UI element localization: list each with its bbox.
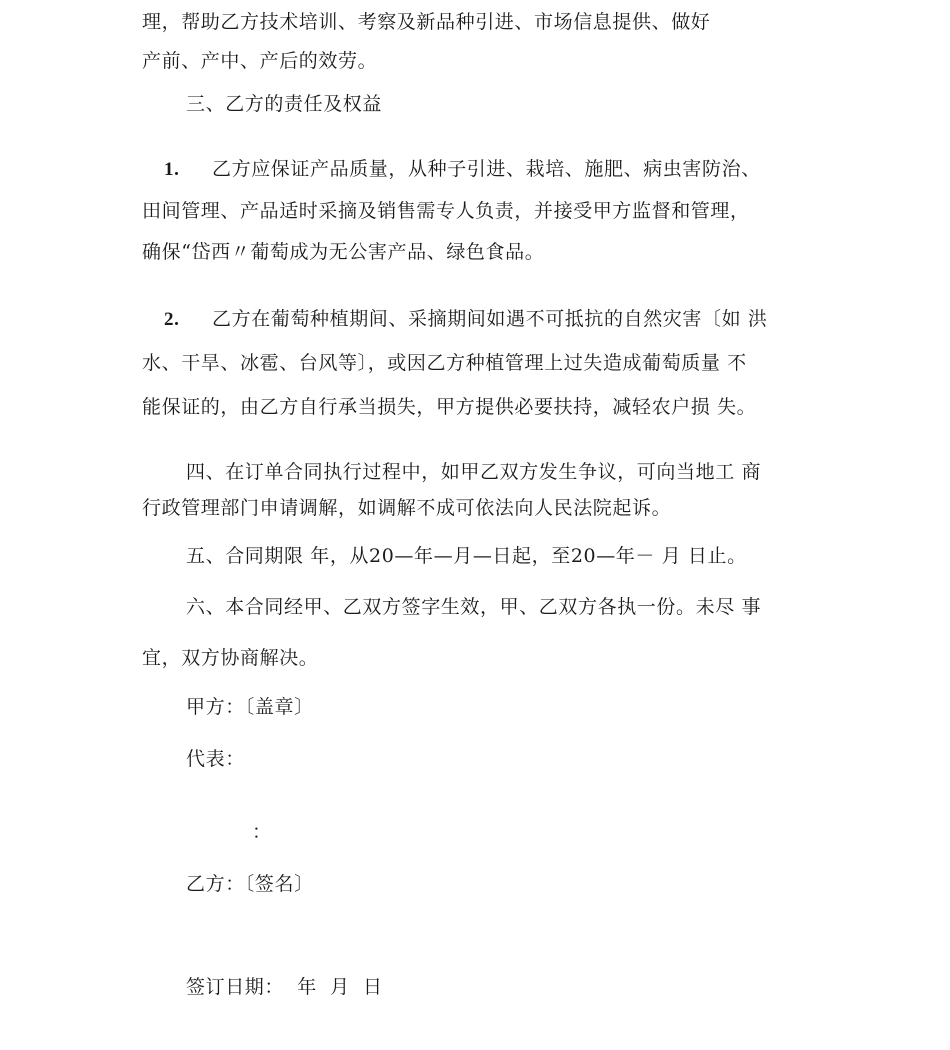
item-number: 2.: [164, 309, 180, 330]
party-a-signature-line: 甲方：〔盖章〕: [186, 696, 314, 718]
item-number: 1.: [164, 159, 180, 180]
section-4-line-1: 四、在订单合同执行过程中，如甲乙双方发生争议，可向当地工 商: [186, 461, 762, 483]
intro-line-1: 理，帮助乙方技术培训、考察及新品种引进、市场信息提供、做好: [142, 11, 711, 33]
blank-colon-line: ：: [252, 821, 272, 843]
section-3-item-2-number: [164, 307, 179, 332]
section-3-item-1-line-1: 乙方应保证产品质量，从种子引进、栽培、施肥、病虫害防治、: [212, 158, 761, 180]
section-6-line-2: 宜，双方协商解决。: [142, 647, 319, 669]
representative-line: 代表：: [186, 748, 245, 770]
section-5-line-1: 五、合同期限 年，从20—年—月—日起，至20—年－ 月 日止。: [186, 545, 747, 567]
section-3-item-2-line-1: 乙方在葡萄种植期间、采摘期间如遇不可抵抗的自然灾害〔如 洪: [212, 308, 768, 330]
section-3-heading: 三、乙方的责任及权益: [186, 93, 383, 115]
section-3-item-2-line-3: 能保证的，由乙方自行承当损失，甲方提供必要扶持，减轻农户损 失。: [142, 396, 757, 418]
section-3-item-1-number: [164, 157, 179, 182]
section-6-line-1: 六、本合同经甲、乙双方签字生效，甲、乙双方各执一份。未尽 事: [186, 596, 762, 618]
intro-line-2: 产前、产中、产后的效劳。: [142, 50, 378, 72]
section-3-item-1-line-2: 田间管理、产品适时采摘及销售需专人负责，并接受甲方监督和管理，: [142, 200, 750, 222]
section-3-item-2-line-2: 水、干旱、冰雹、台风等〕，或因乙方种植管理上过失造成葡萄质量 不: [142, 352, 747, 374]
party-b-signature-line: 乙方：〔签名〕: [186, 873, 314, 895]
section-3-item-1-line-3: 确保“岱西〃葡萄成为无公害产品、绿色食品。: [142, 241, 545, 263]
section-4-line-2: 行政管理部门申请调解，如调解不成可依法向人民法院起诉。: [142, 497, 672, 519]
sign-date-line: 签订日期： 年 月 日: [186, 976, 383, 998]
